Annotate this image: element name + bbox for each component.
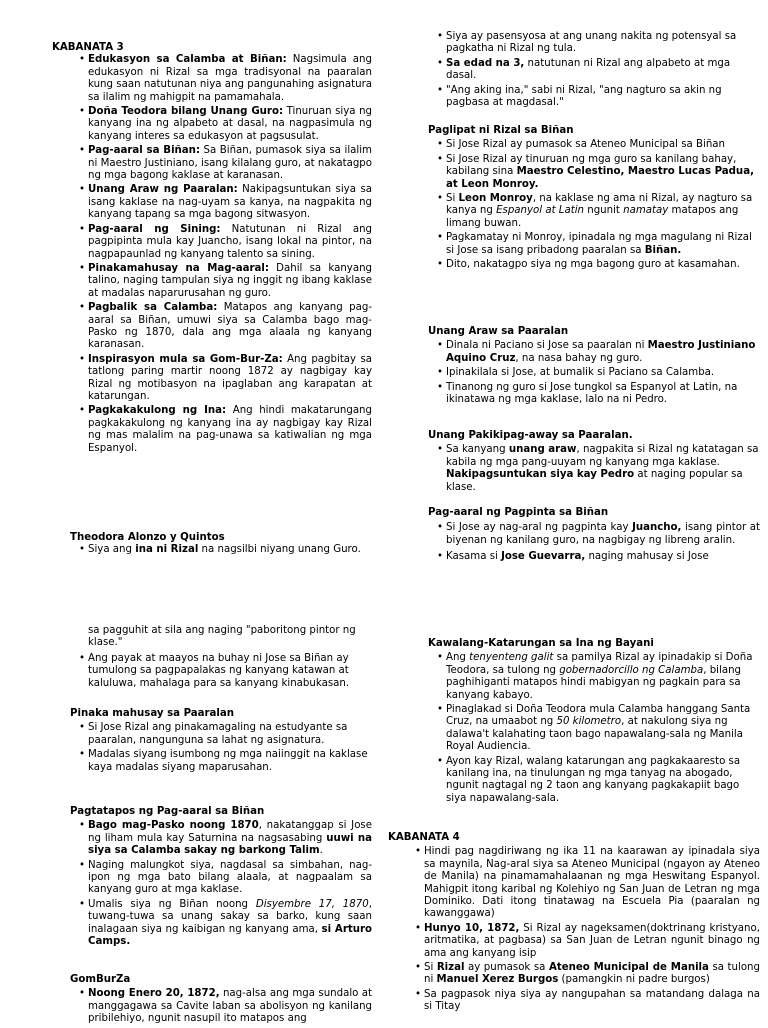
list-item: • Ang tenyenteng galit sa pamilya Rizal ay ipinadakip si Doña Teodora, sa tulong ng gobernadorcillo ng Calamba, bilang paghihiganti matapos hindi mabigyan ng pagkain para sa kanyang kabayo. [446, 652, 760, 702]
list-item: • Madalas siyang isumbong ng mga naiinggit na kaklase kaya madalas siyang maparusahan. [88, 749, 372, 774]
pagpinta-continued [88, 625, 372, 692]
pagtatapos-heading: Pagtatapos ng Pag-aaral sa Biñan [70, 806, 265, 817]
list-item: • Siya ay pasensyosa at ang unang nakita ng potensyal sa pagkatha ni Rizal ng tula. [446, 31, 760, 56]
list-item: • Pinaglakad si Doña Teodora mula Calamba hanggang Santa Cruz, na umaabot ng 50 kilometro, at nakulong siya ng dalawa't kalahating taon bago napawalang-sala ng Manila Royal Audiencia. [446, 704, 760, 754]
list-item: • Doña Teodora bilang Unang Guro: Tinuruan siya ng kanyang ina ng alpabeto at dasal, na nagpasimula ng kanyang interes sa edukasyon at pagsusulat. [88, 106, 372, 143]
list-item: • Sa edad na 3, natutunan ni Rizal ang alpabeto at mga dasal. [446, 58, 760, 83]
list-item: • Noong Enero 20, 1872, nag-alsa ang mga sundalo at manggagawa sa Cavite laban sa abolisyon ng kanilang pribilehiyo, ngunit nasupil ito matapos ang [88, 988, 372, 1025]
list-item: • Siya ang ina ni Rizal na nagsilbi niyang unang Guro. [88, 544, 372, 556]
list-item: • Si Jose Rizal ay tinuruan ng mga guro sa kanilang bahay, kabilang sina Maestro Celestino, Maestro Lucas Padua, at Leon Monroy. [446, 154, 760, 191]
list-item: • Si Jose ay nag-aral ng pagpinta kay Juancho, isang pintor at biyenan ng kanilang guro, na nagbigay ng libreng aralin. [446, 522, 760, 547]
list-item: • Si Leon Monroy, na kaklase ng ama ni Rizal, ay nagturo sa kanya ng Espanyol at Latin ngunit namatay matapos ang limang buwan. [446, 193, 760, 230]
list-item: • Inspirasyon mula sa Gom-Bur-Za: Ang pagbitay sa tatlong paring martir noong 1872 ay nagbigay kay Rizal ng motibasyon na ipaglaban ang karapatan at katarungan. [88, 354, 372, 404]
kabanata-4-heading: KABANATA 4 [388, 832, 460, 843]
list-item: • Pagbalik sa Calamba: Matapos ang kanyang pag-aaral sa Biñan, umuwi siya sa Calamba bago mag-Pasko ng 1870, dala ang mga alaala ng kanyang karanasan. [88, 302, 372, 352]
list-item: • Pag-aaral ng Sining: Natutunan ni Rizal ang pagpipinta mula kay Juancho, isang lokal na pintor, na nagpapaunlad ng kanyang talento sa sining. [88, 224, 372, 261]
list-item: • Pagkakakulong ng Ina: Ang hindi makatarungang pagkakakulong ng kanyang ina ay nagbigay kay Rizal ng mas malalim na pag-unawa sa katiwalian ng mga Espanyol. [88, 405, 372, 455]
list-item: • Pinakamahusay na Mag-aaral: Dahil sa kanyang talino, naging tampulan siya ng inggit ng ibang kaklase at madalas naparurusahan ng guro. [88, 263, 372, 300]
list-item: • Si Jose Rizal ang pinakamagaling na estudyante sa paaralan, nangunguna sa lahat ng asignatura. [88, 722, 372, 747]
list-item: • Hunyo 10, 1872, Si Rizal ay nageksamen(doktrinang kristyano, aritmatika, at pagbasa) sa San Juan de Letran ngunit binago ng ama ang kanyang isip [424, 923, 760, 960]
kawalang-section [428, 638, 760, 807]
unang-araw-section [428, 326, 760, 408]
away-section [428, 430, 760, 496]
list-item: • "Ang aking ina," sabi ni Rizal, "ang nagturo sa akin ng pagbasa at magdasal." [446, 85, 760, 110]
list-item: • Naging malungkot siya, nagdasal sa simbahan, nag-ipon ng mga bato bilang alaala, at nagpaalam sa kanyang guro at mga kaklase. [88, 860, 372, 897]
list-item: • Ayon kay Rizal, walang katarungan ang pagkakaaresto sa kanilang ina, na tinulungan ng mga tanyag na abogado, ngunit nagtagal ng 2 taon ang kanyang pagkakapiit bago siya napawalang-sala. [446, 756, 760, 806]
pagtatapos-section [70, 806, 372, 950]
list-item: • Si Jose Rizal ay pumasok sa Ateneo Municipal sa Biñan [446, 139, 760, 151]
paglipat-heading: Paglipat ni Rizal sa Biñan [428, 125, 574, 136]
list-item: • Pagkamatay ni Monroy, ipinadala ng mga magulang ni Rizal si Jose sa isang pribadong paaralan sa Biñan. [446, 232, 760, 257]
pagpinta-heading: Pag-aaral ng Pagpinta sa Biñan [428, 507, 609, 518]
kabanata-3-heading: KABANATA 3 [52, 42, 124, 53]
paglipat-section [428, 125, 760, 273]
kawalang-heading: Kawalang-Katarungan sa Ina ng Bayani [428, 638, 654, 649]
list-item: • Sa kanyang unang araw, nagpakita si Rizal ng katatagan sa kabila ng mga pang-uuyam ng kanyang mga kaklase. Nakipagsuntukan siya kay Pedro at naging popular sa klase. [446, 444, 760, 494]
kabanata-3-section [52, 42, 372, 457]
list-item: • Ipinakilala si Jose, at bumalik si Paciano sa Calamba. [446, 367, 760, 379]
unang-araw-heading: Unang Araw sa Paaralan [428, 326, 569, 337]
mahusay-section [70, 708, 372, 776]
continued-text: sa pagguhit at sila ang naging "paboritong pintor ng klase." [88, 625, 356, 649]
list-item: • Sa pagpasok niya siya ay nangupahan sa matandang dalaga na si Titay [424, 989, 760, 1014]
list-item: • Bago mag-Pasko noong 1870, nakatanggap si Jose ng liham mula kay Saturnina na nagsasabing uuwi na siya sa Calamba sakay ng barkong Talim. [88, 820, 372, 857]
kabanata-3-list [88, 54, 372, 455]
list-item: • Pag-aaral sa Biñan: Sa Biñan, pumasok siya sa ilalim ni Maestro Justiniano, isang kilalang guro, at nakatagpo ng mga bagong kaklase at karanasan. [88, 145, 372, 182]
gomburza-section [70, 974, 372, 1028]
teodora-continued [446, 31, 760, 111]
list-item: • Hindi pag nagdiriwang ng ika 11 na kaarawan ay ipinadala siya sa maynila, Nag-aral siya sa Ateneo Municipal (ngayon ay Ateneo de Manila) na pinamamahalaanan ng mga Heswitang Espanyol. Mahigpit itong karibal ng Kolehiyo ng San Juan de Letran ng mga Dominiko. Dati itong tinatawag na Escuela Pia (paaralan ng kawanggawa) [424, 846, 760, 920]
mahusay-heading: Pinaka mahusay sa Paaralan [70, 708, 235, 719]
teodora-heading: Theodora Alonzo y Quintos [70, 532, 225, 543]
pagpinta-section [428, 507, 760, 566]
list-item: • Unang Araw ng Paaralan: Nakipagsuntukan siya sa isang kaklase na nag-uyam sa kanya, na nagpakita ng kanyang tapang sa mga bagong sitwasyon. [88, 184, 372, 221]
list-item: • Edukasyon sa Calamba at Biñan: Nagsimula ang edukasyon ni Rizal sa mga tradisyonal na paaralan kung saan natutunan niya ang pangunahing asignatura sa ilalim ng mahigpit na pamamahala. [88, 54, 372, 104]
away-heading: Unang Pakikipag-away sa Paaralan. [428, 430, 633, 441]
list-item: • Dinala ni Paciano si Jose sa paaralan ni Maestro Justiniano Aquino Cruz, na nasa bahay ng guro. [446, 340, 760, 365]
list-item: • Ang payak at maayos na buhay ni Jose sa Biñan ay tumulong sa pagpapalakas ng kanyang katawan at kaluluwa, mahalaga para sa kanyang kinabukasan. [88, 653, 372, 690]
list-item: • Dito, nakatagpo siya ng mga bagong guro at kasamahan. [446, 259, 760, 271]
list-item: • Si Rizal ay pumasok sa Ateneo Municipal de Manila sa tulong ni Manuel Xerez Burgos (pamangkin ni padre burgos) [424, 962, 760, 987]
kabanata-4-section [388, 832, 760, 1016]
gomburza-heading: GomBurZa [70, 974, 131, 985]
list-item: • Tinanong ng guro si Jose tungkol sa Espanyol at Latin, na ikinatawa ng mga kaklase, lalo na ni Pedro. [446, 382, 760, 407]
list-item: • Umalis siya ng Biñan noong Disyembre 17, 1870, tuwang-tuwa sa unang sakay sa barko, kung saan inalagaan siya ng kaibigan ng kanyang ama, si Arturo Camps. [88, 899, 372, 949]
list-item: • Kasama si Jose Guevarra, naging mahusay si Jose [446, 551, 760, 563]
teodora-section [70, 532, 372, 559]
teodora-list [88, 544, 372, 556]
